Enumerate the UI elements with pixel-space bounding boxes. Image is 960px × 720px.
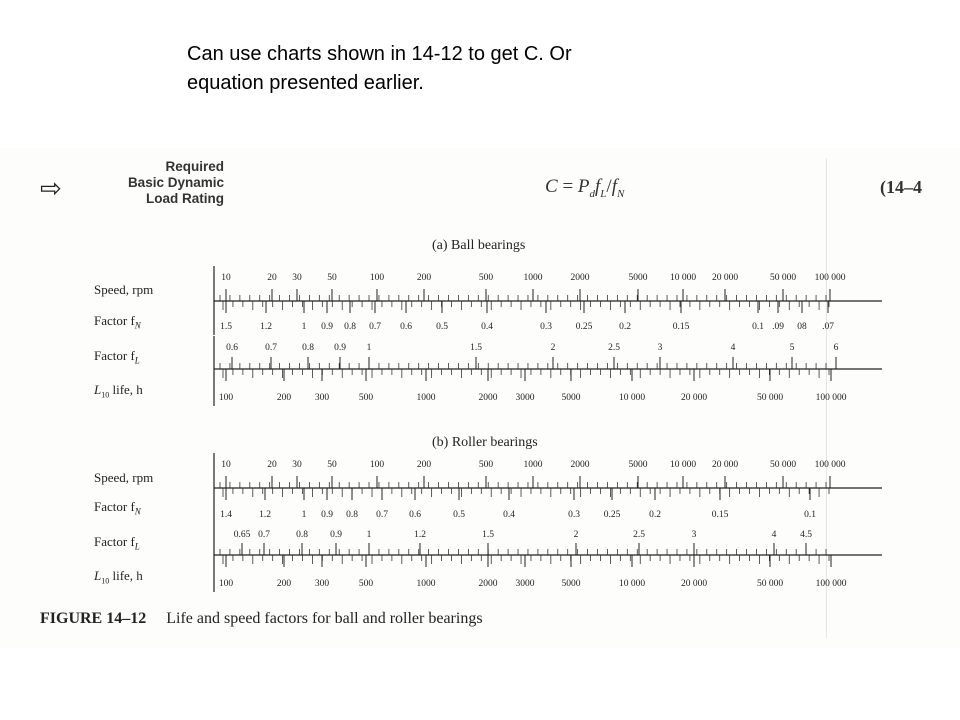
required-line-3: Load Rating <box>146 191 224 206</box>
roller-speed-fn-bottom-tick-label: 1 <box>301 510 307 520</box>
roller-fl-life-top-tick-label: 2 <box>573 530 579 540</box>
ball-speed-fn-bottom-tick-label: 0.4 <box>481 322 493 332</box>
ball-bearings-title: (a) Ball bearings <box>432 238 526 253</box>
ball-fl-life-top-tick-label: 1 <box>366 343 372 353</box>
roller-fl-life-top-tick-label: 1.5 <box>482 530 494 540</box>
ball-fl-life-bottom-tick-label: 100 000 <box>815 393 847 403</box>
ball-speed-label: Speed, rpm <box>94 282 154 297</box>
roller-factor-fn-label: Factor $f_N$ <box>94 499 141 517</box>
roller-speed-fn-top-tick-label: 100 000 <box>814 460 846 470</box>
roller-speed-label: Speed, rpm <box>94 470 154 485</box>
ball-speed-fn-bottom-tick-label: 0.15 <box>672 322 690 332</box>
roller-fl-life-top-tick-label: 1.2 <box>414 530 426 540</box>
roller-fl-life-bottom-tick-label: 200 <box>276 579 292 589</box>
ball-speed-fn-bottom-tick-label: .07 <box>822 322 834 332</box>
ball-fl-life-bottom-tick-label: 10 000 <box>618 393 646 403</box>
roller-speed-fn-bottom-tick-label: 0.3 <box>568 510 580 520</box>
roller-life-label: $L_{10}$ life, h <box>94 568 143 586</box>
ball-speed-fn-bottom-tick-label: 0.7 <box>369 322 381 332</box>
roller-speed-fn-bottom-tick-label: 0.5 <box>453 510 465 520</box>
ball-fl-life-bottom-tick-label: 2000 <box>478 393 498 403</box>
ball-speed-fn-top-tick-label: 10 000 <box>669 273 697 283</box>
required-line-1: Required <box>165 159 224 174</box>
roller-speed-fn-top-tick-label: 200 <box>416 460 432 470</box>
roller-fl-life-top-tick-label: 0.65 <box>233 530 251 540</box>
roller-fl-life-top-tick-label: 0.8 <box>296 530 308 540</box>
ball-speed-fn-top-tick-label: 30 <box>292 273 302 283</box>
ball-speed-fn-bottom-tick-label: 0.8 <box>344 322 356 332</box>
ball-fl-life-bottom-tick-label: 200 <box>276 393 292 403</box>
ball-speed-fn-bottom-tick-label: 0.2 <box>619 322 631 332</box>
roller-fl-life-top-tick-label: 2.5 <box>633 530 645 540</box>
ball-fl-life-bottom-tick-label: 1000 <box>416 393 436 403</box>
roller-fl-life-top-tick-label: 1 <box>366 530 372 540</box>
roller-fl-life-top-tick-label: 0.9 <box>330 530 342 540</box>
ball-speed-fn-top-tick-label: 5000 <box>628 273 648 283</box>
required-line-2: Basic Dynamic <box>127 175 224 190</box>
ball-speed-fn-top-tick-label: 100 <box>369 273 385 283</box>
ball-speed-fn-bottom-tick-label: .09 <box>772 322 784 332</box>
roller-speed-fn-bottom-tick-label: 0.7 <box>376 510 388 520</box>
ball-fl-life-top-tick-label: 0.8 <box>302 343 314 353</box>
roller-speed-fn-bottom-tick-label: 0.1 <box>804 510 816 520</box>
ball-factor-fl-label: Factor $f_L$ <box>94 348 140 366</box>
ball-speed-fn-top-tick-label: 1000 <box>523 273 543 283</box>
ball-speed-fn-bottom-tick-label: 0.25 <box>575 322 593 332</box>
ball-speed-fn-top-tick-label: 2000 <box>570 273 590 283</box>
ball-fl-life-top-tick-label: 0.7 <box>265 343 277 353</box>
ball-fl-life-top-tick-label: 4 <box>730 343 736 353</box>
roller-fl-life-bottom-tick-label: 300 <box>314 579 330 589</box>
ball-speed-fn-top-tick-label: 20 000 <box>711 273 739 283</box>
roller-speed-fn-top-tick-label: 10 000 <box>669 460 697 470</box>
ball-speed-fn-bottom-tick-label: 0.6 <box>400 322 412 332</box>
ball-speed-fn-top-tick-label: 500 <box>478 273 494 283</box>
roller-speed-fn-bottom-tick-label: 1.2 <box>259 510 271 520</box>
roller-speed-fn-top-tick-label: 2000 <box>570 460 590 470</box>
ball-fl-life-bottom-tick-label: 3000 <box>515 393 535 403</box>
ball-speed-fn-top-tick-label: 10 <box>221 273 231 283</box>
note-line-2: equation presented earlier. <box>187 72 424 94</box>
figure-number: FIGURE 14–12 <box>40 610 147 627</box>
ball-fl-life-top-tick-label: 6 <box>833 343 839 353</box>
roller-speed-fn-bottom-tick-label: 1.4 <box>220 510 232 520</box>
ball-speed-fn-bottom-tick-label: 0.9 <box>321 322 333 332</box>
nomogram-scales <box>0 148 960 648</box>
ball-speed-fn-top-tick-label: 50 000 <box>769 273 797 283</box>
roller-fl-life-top-tick-label: 4.5 <box>800 530 812 540</box>
ball-fl-life-bottom-tick-label: 100 <box>218 393 234 403</box>
roller-speed-fn-bottom-tick-label: 0.8 <box>346 510 358 520</box>
ball-speed-fn-bottom-tick-label: 08 <box>797 322 807 332</box>
roller-fl-life-top-tick-label: 3 <box>691 530 697 540</box>
ball-fl-life-top-tick-label: 2 <box>550 343 556 353</box>
equation-number: (14–4 <box>880 177 922 197</box>
ball-fl-life-top-tick-label: 3 <box>657 343 663 353</box>
roller-speed-fn-top-tick-label: 20 <box>267 460 277 470</box>
ball-speed-fn-top-tick-label: 50 <box>327 273 337 283</box>
ball-fl-life-top-tick-label: 5 <box>789 343 795 353</box>
ball-fl-life-top-tick-label: 2.5 <box>608 343 620 353</box>
right-arrow-icon: ⇨ <box>40 174 62 204</box>
ball-fl-life-top-tick-label: 0.6 <box>226 343 238 353</box>
roller-speed-fn-top-tick-label: 5000 <box>628 460 648 470</box>
slide-note <box>187 40 747 98</box>
roller-speed-fn-bottom-tick-label: 0.15 <box>711 510 729 520</box>
rating-equation: $C = P_df_L/f_N$ <box>545 176 625 200</box>
note-line-1: Can use charts shown in 14-12 to get C. Or <box>187 43 572 65</box>
roller-fl-life-top-tick-label: 0.7 <box>258 530 270 540</box>
roller-bearings-title: (b) Roller bearings <box>432 435 538 450</box>
roller-factor-fl-label: Factor $f_L$ <box>94 534 140 552</box>
ball-fl-life-bottom-tick-label: 300 <box>314 393 330 403</box>
ball-speed-fn-bottom-tick-label: 1 <box>301 322 307 332</box>
roller-fl-life-bottom-tick-label: 3000 <box>515 579 535 589</box>
ball-speed-fn-bottom-tick-label: 0.3 <box>540 322 552 332</box>
roller-fl-life-bottom-tick-label: 2000 <box>478 579 498 589</box>
roller-speed-fn-bottom-tick-label: 0.4 <box>503 510 515 520</box>
roller-fl-life-bottom-tick-label: 20 000 <box>680 579 708 589</box>
ball-fl-life-bottom-tick-label: 50 000 <box>756 393 784 403</box>
roller-fl-life-bottom-tick-label: 500 <box>358 579 374 589</box>
ball-speed-fn-bottom-tick-label: 0.5 <box>436 322 448 332</box>
roller-fl-life-bottom-tick-label: 100 <box>218 579 234 589</box>
ball-fl-life-top-tick-label: 0.9 <box>334 343 346 353</box>
roller-speed-fn-top-tick-label: 500 <box>478 460 494 470</box>
roller-fl-life-bottom-tick-label: 10 000 <box>618 579 646 589</box>
ball-fl-life-bottom-tick-label: 5000 <box>561 393 581 403</box>
figure-caption <box>40 610 483 628</box>
roller-speed-fn-top-tick-label: 50 <box>327 460 337 470</box>
roller-speed-fn-top-tick-label: 1000 <box>523 460 543 470</box>
ball-speed-fn-bottom-tick-label: 0.1 <box>752 322 764 332</box>
ball-fl-life-top-tick-label: 1.5 <box>470 343 482 353</box>
roller-speed-fn-bottom-tick-label: 0.6 <box>409 510 421 520</box>
ball-fl-life-bottom-tick-label: 20 000 <box>680 393 708 403</box>
roller-speed-fn-bottom-tick-label: 0.2 <box>649 510 661 520</box>
roller-speed-fn-top-tick-label: 20 000 <box>711 460 739 470</box>
figure-caption-text: Life and speed factors for ball and roller bearings <box>166 610 483 627</box>
ball-fl-life-bottom-tick-label: 500 <box>358 393 374 403</box>
ball-speed-fn-top-tick-label: 20 <box>267 273 277 283</box>
roller-speed-fn-bottom-tick-label: 0.9 <box>321 510 333 520</box>
roller-fl-life-bottom-tick-label: 1000 <box>416 579 436 589</box>
roller-speed-fn-top-tick-label: 30 <box>292 460 302 470</box>
roller-fl-life-bottom-tick-label: 5000 <box>561 579 581 589</box>
roller-speed-fn-top-tick-label: 50 000 <box>769 460 797 470</box>
roller-fl-life-bottom-tick-label: 100 000 <box>815 579 847 589</box>
roller-speed-fn-top-tick-label: 10 <box>221 460 231 470</box>
roller-fl-life-bottom-tick-label: 50 000 <box>756 579 784 589</box>
roller-speed-fn-top-tick-label: 100 <box>369 460 385 470</box>
roller-fl-life-top-tick-label: 4 <box>771 530 777 540</box>
ball-speed-fn-bottom-tick-label: 1.2 <box>260 322 272 332</box>
roller-speed-fn-bottom-tick-label: 0.25 <box>603 510 621 520</box>
textbook-figure-scan <box>0 148 960 648</box>
ball-speed-fn-top-tick-label: 200 <box>416 273 432 283</box>
ball-life-label: $L_{10}$ life, h <box>94 382 143 400</box>
ball-speed-fn-bottom-tick-label: 1.5 <box>220 322 232 332</box>
ball-speed-fn-top-tick-label: 100 000 <box>814 273 846 283</box>
ball-factor-fn-label: Factor $f_N$ <box>94 313 141 331</box>
